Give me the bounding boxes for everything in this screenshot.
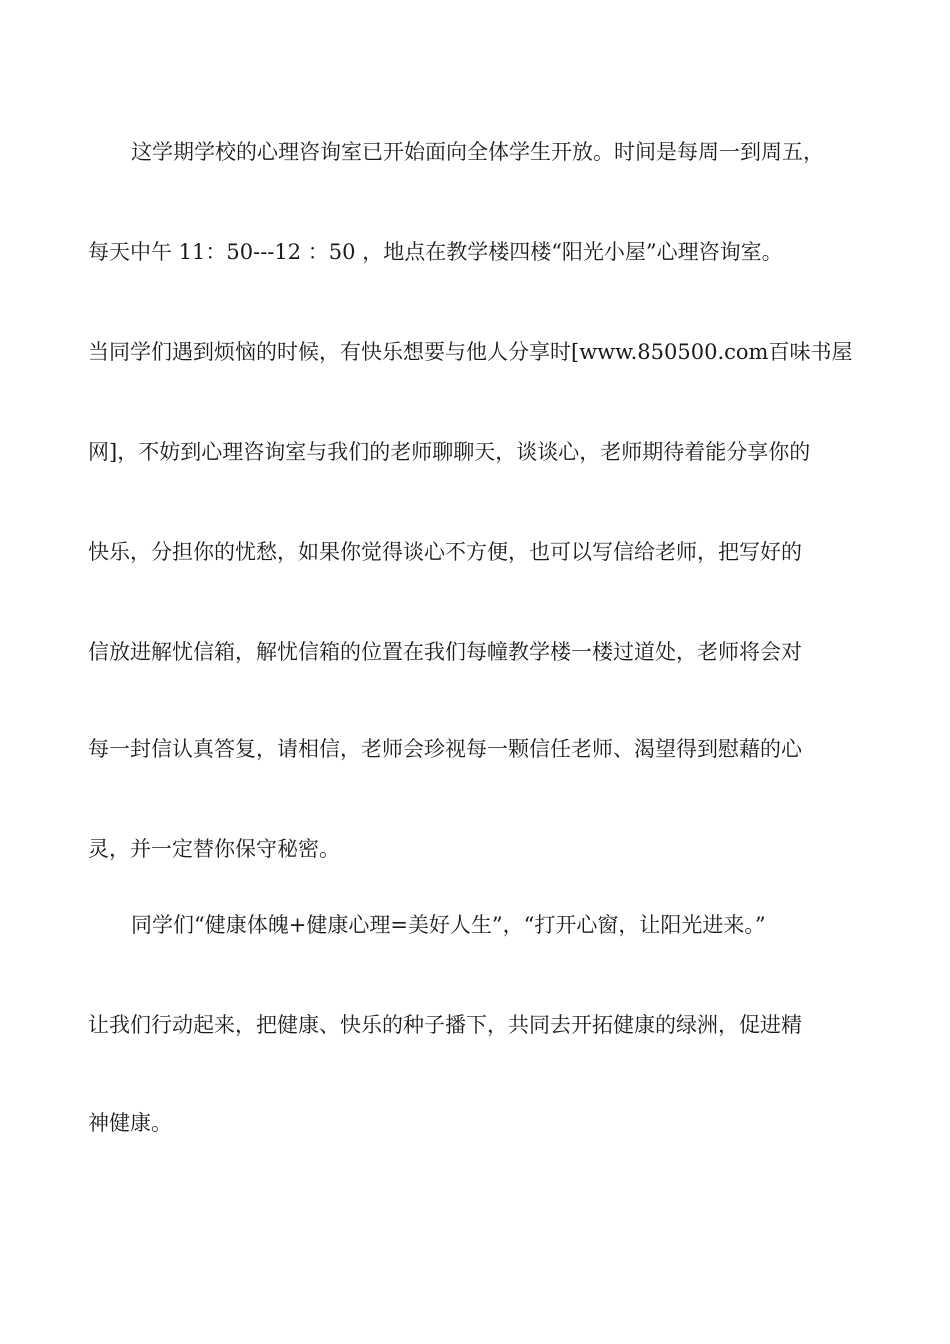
- text-line: 同学们“健康体魄+健康心理=美好人生”，“打开心窗，让阳光进来。”: [131, 913, 766, 937]
- text-line: 灵，并一定替你保守秘密。: [88, 837, 340, 861]
- text-line: 这学期学校的心理咨询室已开始面向全体学生开放。时间是每周一到周五，: [131, 140, 824, 164]
- text-line: 神健康。: [88, 1111, 172, 1135]
- text-line: 每一封信认真答复，请相信，老师会珍视每一颗信任老师、渴望得到慰藉的心: [88, 737, 802, 761]
- text-line: 快乐，分担你的忧愁，如果你觉得谈心不方便，也可以写信给老师，把写好的: [88, 540, 802, 564]
- text-line: 让我们行动起来，把健康、快乐的种子播下，共同去开拓健康的绿洲，促进精: [88, 1013, 802, 1037]
- text-line: 网]，不妨到心理咨询室与我们的老师聊聊天，谈谈心，老师期待着能分享你的: [88, 440, 811, 464]
- text-line: 每天中午 11：50---12 ：50 ，地点在教学楼四楼“阳光小屋”心理咨询室。: [88, 240, 783, 264]
- text-line: 当同学们遇到烦恼的时候，有快乐想要与他人分享时[www.850500.com百味书屋: [88, 340, 853, 364]
- text-line: 信放进解忧信箱，解忧信箱的位置在我们每幢教学楼一楼过道处，老师将会对: [88, 640, 802, 664]
